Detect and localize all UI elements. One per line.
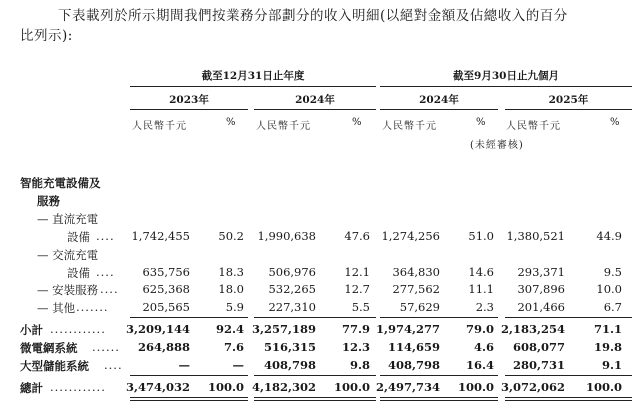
cell-amount: 280,731: [512, 358, 565, 372]
rule-total-double: [130, 397, 248, 398]
label-total: 總計: [20, 381, 43, 395]
label-dc-charging: — 直流充電: [37, 212, 99, 226]
unit-pct-2025-9m: %: [610, 117, 621, 128]
rule-total-double: [130, 400, 248, 401]
unit-rmb-2023: 人民幣千元: [132, 121, 187, 132]
cell-percent: 4.6: [473, 340, 494, 354]
dot-leader: ....: [96, 229, 115, 243]
cell-percent: 100.0: [585, 380, 622, 394]
rule-total-double: [380, 400, 498, 401]
cell-amount: 4,182,302: [251, 380, 316, 394]
cell-percent: 79.0: [465, 322, 494, 336]
label-smart-charging: 智能充電設備及: [20, 176, 101, 190]
cell-amount: 625,368: [142, 282, 190, 296]
cell-amount: 307,896: [517, 282, 565, 296]
dot-leader: .......: [76, 300, 109, 314]
cell-percent: 5.5: [351, 300, 370, 314]
cell-percent: 100.0: [457, 380, 494, 394]
rule-total-double: [505, 397, 632, 398]
cell-amount: 608,077: [512, 340, 565, 354]
cell-percent: 12.1: [344, 265, 370, 279]
rule-total-double: [254, 397, 376, 398]
cell-percent: 50.2: [218, 229, 244, 243]
rule-subtotal: [130, 317, 248, 318]
cell-amount: 1,742,455: [131, 229, 190, 243]
cell-percent: 9.5: [603, 265, 622, 279]
rule-total-double: [254, 400, 376, 401]
dot-leader: ......: [92, 340, 120, 354]
cell-amount: —: [178, 358, 190, 372]
rule-2024-9m: [380, 109, 498, 110]
year-2025-9m: 2025年: [548, 94, 589, 106]
unit-rmb-2025-9m: 人民幣千元: [506, 121, 561, 132]
rule-2023: [130, 109, 248, 110]
cell-percent: 9.8: [349, 358, 370, 372]
rule-total: [505, 375, 632, 376]
cell-amount: 3,072,062: [500, 380, 565, 394]
rule-total: [380, 375, 498, 376]
header-fiscal-year: 截至12月31日止年度: [201, 70, 305, 82]
intro-line-1: 下表載列於所示期間我們按業務分部劃分的收入明細(以絕對金額及佔總收入的百分: [58, 8, 568, 24]
cell-percent: 77.9: [341, 322, 370, 336]
cell-percent: 12.7: [344, 282, 370, 296]
cell-amount: 1,974,277: [375, 322, 440, 336]
cell-amount: 3,257,189: [251, 322, 316, 336]
cell-amount: 227,310: [268, 300, 316, 314]
cell-amount: 1,380,521: [506, 229, 565, 243]
label-installation: — 安裝服務: [37, 283, 99, 297]
cell-amount: 205,565: [142, 300, 190, 314]
label-storage: 大型儲能系統: [20, 359, 89, 373]
cell-amount: 635,756: [142, 265, 190, 279]
cell-percent: 71.1: [593, 322, 622, 336]
rule-subtotal: [254, 317, 376, 318]
rule-total-double: [380, 397, 498, 398]
cell-amount: 2,497,734: [375, 380, 440, 394]
cell-percent: 12.3: [341, 340, 370, 354]
cell-amount: 1,990,638: [257, 229, 316, 243]
unit-pct-2024-9m: %: [476, 117, 487, 128]
cell-percent: 100.0: [333, 380, 370, 394]
cell-amount: 408,798: [387, 358, 440, 372]
dot-leader: ....: [104, 358, 123, 372]
rule-fiscal-year: [130, 86, 376, 87]
cell-amount: 506,976: [268, 265, 316, 279]
rule-total: [254, 375, 376, 376]
rule-2025-9m: [505, 109, 632, 110]
cell-amount: 532,265: [268, 282, 316, 296]
header-nine-months: 截至9月30日止九個月: [453, 70, 559, 82]
cell-percent: 18.3: [218, 265, 244, 279]
cell-percent: 92.4: [215, 322, 244, 336]
rule-subtotal: [380, 317, 498, 318]
label-dc-equipment: 設備: [67, 230, 90, 244]
rule-nine-months: [380, 86, 632, 87]
cell-amount: 516,315: [263, 340, 316, 354]
rule-subtotal: [505, 317, 632, 318]
dot-leader: ....: [96, 265, 115, 279]
unit-rmb-2024-fy: 人民幣千元: [256, 121, 311, 132]
intro-paragraph: [20, 6, 632, 46]
intro-line-2: 比列示):: [20, 28, 73, 44]
cell-percent: 51.0: [468, 229, 494, 243]
cell-amount: 3,209,144: [125, 322, 190, 336]
unit-pct-2024-fy: %: [352, 117, 363, 128]
cell-amount: 408,798: [263, 358, 316, 372]
rule-total-double: [505, 400, 632, 401]
rule-2024-fy: [254, 109, 376, 110]
cell-amount: 2,183,254: [500, 322, 565, 336]
cell-amount: 201,466: [517, 300, 565, 314]
label-subtotal: 小計: [20, 323, 43, 337]
cell-percent: 10.0: [596, 282, 622, 296]
label-services: 服務: [37, 194, 60, 208]
cell-percent: 44.9: [596, 229, 622, 243]
cell-amount: 114,659: [387, 340, 440, 354]
cell-amount: 1,274,256: [381, 229, 440, 243]
cell-amount: 293,371: [517, 265, 565, 279]
label-ac-charging: — 交流充電: [37, 248, 99, 262]
unaudited-note: (未經審核): [470, 140, 524, 151]
cell-amount: 3,474,032: [125, 380, 190, 394]
cell-amount: 264,888: [137, 340, 190, 354]
dot-leader: ....: [100, 282, 119, 296]
cell-percent: —: [232, 358, 244, 372]
cell-percent: 14.6: [468, 265, 494, 279]
label-others: — 其他: [37, 301, 76, 315]
unit-rmb-2024-9m: 人民幣千元: [382, 121, 437, 132]
label-ac-equipment: 設備: [67, 266, 90, 280]
dot-leader: ............: [50, 380, 106, 394]
cell-percent: 47.6: [344, 229, 370, 243]
year-2023: 2023年: [169, 94, 209, 106]
cell-percent: 7.6: [223, 340, 244, 354]
cell-percent: 100.0: [207, 380, 244, 394]
cell-percent: 9.1: [601, 358, 622, 372]
year-2024-9m: 2024年: [419, 94, 459, 106]
cell-percent: 6.7: [603, 300, 622, 314]
label-microgrid: 微電網系統: [20, 341, 78, 355]
rule-total: [130, 375, 248, 376]
cell-amount: 364,830: [392, 265, 440, 279]
cell-percent: 11.1: [468, 282, 494, 296]
cell-percent: 5.9: [225, 300, 244, 314]
cell-percent: 2.3: [475, 300, 494, 314]
cell-amount: 277,562: [392, 282, 440, 296]
year-2024-fy: 2024年: [295, 94, 335, 106]
cell-percent: 16.4: [465, 358, 494, 372]
cell-amount: 57,629: [399, 300, 440, 314]
cell-percent: 18.0: [218, 282, 244, 296]
unit-pct-2023: %: [226, 117, 237, 128]
cell-percent: 19.8: [593, 340, 622, 354]
dot-leader: ............: [50, 322, 106, 336]
